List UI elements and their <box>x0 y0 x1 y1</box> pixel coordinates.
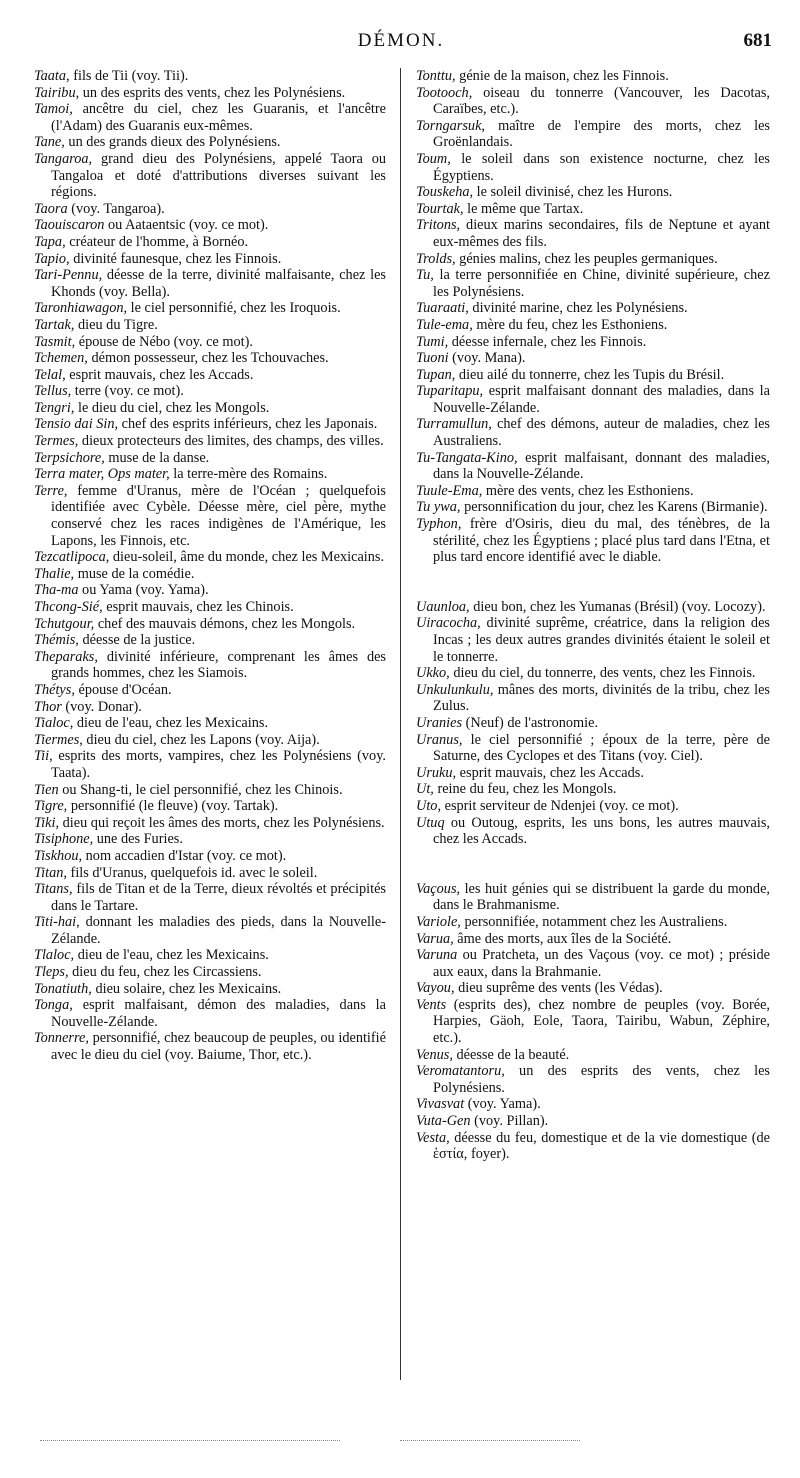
dictionary-entry <box>34 267 386 300</box>
dictionary-entry <box>34 997 386 1030</box>
dictionary-entry <box>34 433 386 450</box>
entry-term: Tii, <box>34 748 53 765</box>
entry-definition: un des esprits des vents, chez les Polynésiens. <box>433 1063 770 1096</box>
entry-definition: divinité faunesque, chez les Finnois. <box>69 250 282 267</box>
entry-definition: dieu du ciel, chez les Lapons (voy. Aija). <box>82 731 320 748</box>
entry-term: Tapa, <box>34 233 66 250</box>
dictionary-entry <box>34 217 386 234</box>
entry-definition: créateur de l'homme, à Bornéo. <box>65 233 249 250</box>
dictionary-entry <box>416 184 770 201</box>
entry-term: Tiki, <box>34 814 60 831</box>
entry-definition: donnant les maladies des pieds, dans la Nouvelle-Zélande. <box>51 914 386 947</box>
entry-term: Tupan, <box>416 366 456 383</box>
entry-term: Vayou, <box>416 980 455 997</box>
dictionary-entry <box>34 815 386 832</box>
dictionary-entry <box>416 334 770 351</box>
entry-definition: esprit mauvais, chez les Accads. <box>456 764 644 781</box>
dictionary-entry <box>416 682 770 715</box>
dictionary-entry <box>34 101 386 134</box>
entry-definition: la terre personnifiée en Chine, divinité supérieure, chez les Polynésiens. <box>433 267 770 300</box>
dictionary-entry <box>416 201 770 218</box>
entry-term: Telal, <box>34 366 66 383</box>
entry-definition: une des Furies. <box>93 831 183 848</box>
dictionary-entry <box>34 367 386 384</box>
entry-term: Vivasvat <box>416 1096 465 1113</box>
entry-term: Toum, <box>416 150 451 167</box>
section-v <box>416 881 770 1163</box>
entry-definition: frère d'Osiris, dieu du mal, des ténèbres, de la stérilité, chez les Égyptiens ; placé plus tard dans l'Etna, et plus tard encore identifié avec le diable. <box>433 516 770 566</box>
entry-definition: un des esprits des vents, chez les Polynésiens. <box>79 84 346 101</box>
entry-term: Tane, <box>34 134 65 151</box>
entry-term: Touskeha, <box>416 184 474 201</box>
dictionary-entry <box>34 699 386 716</box>
running-title: DÉMON. <box>357 30 445 51</box>
entry-definition: dieu solaire, chez les Mexicains. <box>91 980 282 997</box>
dictionary-entry <box>34 682 386 699</box>
dictionary-entry <box>34 317 386 334</box>
dictionary-entry <box>416 980 770 997</box>
dictionary-entry <box>34 616 386 633</box>
dictionary-entry <box>34 334 386 351</box>
entry-definition: esprit malfaisant, démon des maladies, dans la Nouvelle-Zélande. <box>51 997 386 1030</box>
entry-definition: fils de Tii (voy. Tii). <box>69 68 189 84</box>
entry-definition: le soleil divinisé, chez les Hurons. <box>473 184 673 201</box>
dictionary-entry <box>416 1130 770 1163</box>
entry-term: Varuna <box>416 947 458 964</box>
dictionary-entry <box>416 383 770 416</box>
entry-definition: le soleil dans son existence nocturne, chez les Égyptiens. <box>433 150 770 184</box>
footer-rule-left <box>40 1440 340 1442</box>
dictionary-entry <box>34 964 386 981</box>
entry-definition: maître de l'empire des morts, chez les Groënlandais. <box>433 117 770 151</box>
dictionary-entry <box>34 632 386 649</box>
entry-definition: âme des morts, aux îles de la Société. <box>453 930 672 947</box>
dictionary-entry <box>416 781 770 798</box>
entry-definition: mânes des morts, divinités de la tribu, chez les Zulus. <box>433 681 770 715</box>
entry-definition: le dieu du ciel, chez les Mongols. <box>74 399 270 416</box>
entry-term: Terra mater, Ops mater, <box>34 466 170 483</box>
entry-term: Vents <box>416 996 447 1013</box>
entry-term: Tuule-Ema, <box>416 482 483 499</box>
entry-definition: fils de Titan et de la Terre, dieux révoltés et précipités dans le Tartare. <box>51 881 386 914</box>
dictionary-entry <box>34 782 386 799</box>
entry-term: Variole, <box>416 913 461 930</box>
dictionary-entry <box>34 566 386 583</box>
entry-definition: (Neuf) de l'astronomie. <box>462 714 599 731</box>
entry-definition: le ciel personnifié, chez les Iroquois. <box>127 300 341 317</box>
section-gap <box>416 848 770 881</box>
entry-definition: dieu du Tigre. <box>74 316 158 333</box>
entry-definition: le ciel personnifié ; époux de la terre, père de Saturne, des Cyclopes et des Titans (voy. Ciel). <box>433 731 770 765</box>
page-header <box>30 30 772 54</box>
dictionary-entry <box>34 732 386 749</box>
entry-definition: déesse infernale, chez les Finnois. <box>448 333 647 350</box>
entry-term: Tha-ma <box>34 582 79 599</box>
entry-definition: oiseau du tonnerre (Vancouver, les Dacotas, Caraïbes, etc.). <box>433 84 770 118</box>
entry-term: Thalie, <box>34 565 75 582</box>
entry-definition: dieu de l'eau, chez les Mexicains. <box>73 715 269 732</box>
dictionary-entry <box>34 151 386 201</box>
dictionary-entry <box>416 1063 770 1096</box>
entry-term: Tumi, <box>416 333 449 350</box>
right-column <box>416 68 770 1163</box>
entry-term: Tellus, <box>34 383 72 400</box>
dictionary-entry <box>34 134 386 151</box>
dictionary-entry <box>416 1113 770 1130</box>
entry-term: Tonnerre, <box>34 1030 89 1047</box>
dictionary-entry <box>416 450 770 483</box>
entry-term: Vesta, <box>416 1129 450 1146</box>
dictionary-entry <box>34 201 386 218</box>
dictionary-entry <box>416 1047 770 1064</box>
entry-term: Tonatiuth, <box>34 980 92 997</box>
entry-term: Tleps, <box>34 964 69 981</box>
entry-term: Tuparitapu, <box>416 383 484 400</box>
entry-term: Ut, <box>416 781 434 798</box>
entry-term: Uaunloa, <box>416 598 470 615</box>
left-column <box>34 68 386 1064</box>
entry-definition: (voy. Tangaroa). <box>67 200 165 217</box>
entry-definition: dieu bon, chez les Yumanas (Brésil) (voy. Locozy). <box>469 598 766 615</box>
entry-term: Tchemen, <box>34 350 88 367</box>
entry-term: Tiskhou, <box>34 847 83 864</box>
dictionary-entry <box>416 881 770 914</box>
dictionary-entry <box>416 732 770 765</box>
dictionary-entry <box>34 649 386 682</box>
dictionary-entry <box>416 416 770 449</box>
dictionary-entry <box>34 416 386 433</box>
entry-term: Terre, <box>34 482 68 499</box>
dictionary-entry <box>34 549 386 566</box>
entry-definition: déesse de la terre, divinité malfaisante, chez les Khonds (voy. Bella). <box>51 267 386 300</box>
entry-term: Theparaks, <box>34 648 98 665</box>
entry-term: Titans, <box>34 881 73 898</box>
dictionary-entry <box>34 85 386 102</box>
entry-definition: (voy. Mana). <box>448 350 526 367</box>
entry-definition: grand dieu des Polynésiens, appelé Taora ou Tangaloa et doté d'attributions diverses suivant les régions. <box>51 150 386 201</box>
entry-term: Uiracocha, <box>416 615 481 632</box>
entry-definition: ou Outoug, esprits, les uns bons, les autres mauvais, chez les Accads. <box>433 814 770 848</box>
footer-rule-right <box>400 1440 580 1442</box>
entry-definition: personnification du jour, chez les Karens (Birmanie). <box>460 499 768 516</box>
entry-definition: ou Aataentsic (voy. ce mot). <box>104 217 269 234</box>
dictionary-entry <box>416 151 770 184</box>
entry-term: Tengri, <box>34 399 75 416</box>
entry-term: Vuta-Gen <box>416 1113 471 1130</box>
entry-definition: esprit mauvais, chez les Chinois. <box>102 599 294 615</box>
section-t <box>416 68 770 566</box>
section-gap <box>416 566 770 599</box>
entry-definition: (voy. Pillan). <box>470 1113 549 1130</box>
entry-term: Tootooch, <box>416 84 473 101</box>
dictionary-entry <box>34 1030 386 1063</box>
entry-term: Tuaraati, <box>416 300 469 317</box>
entry-definition: divinité inférieure, comprenant les âmes des grands hommes, chez les Siamois. <box>51 648 386 682</box>
dictionary-entry <box>34 483 386 549</box>
entry-term: Venus, <box>416 1046 453 1063</box>
entry-definition: femme d'Uranus, mère de l'Océan ; quelquefois identifiée avec Cybèle. Déesse mère, ciel père, mythe conservé chez les races indigènes de l'Amérique, les Lapons, les Finnois, etc. <box>51 482 386 549</box>
entry-term: Tisiphone, <box>34 831 94 848</box>
dictionary-entry <box>416 85 770 118</box>
dictionary-entry <box>34 68 386 85</box>
entry-definition: génies malins, chez les peuples germaniques. <box>455 250 718 267</box>
entry-term: Tartak, <box>34 316 75 333</box>
entry-term: Tonttu, <box>416 68 456 84</box>
entry-term: Thémis, <box>34 632 79 649</box>
entry-term: Tlaloc, <box>34 947 75 964</box>
dictionary-entry <box>416 815 770 848</box>
entry-term: Tuoni <box>416 350 449 367</box>
dictionary-entry <box>416 251 770 268</box>
dictionary-entry <box>34 914 386 947</box>
entry-term: Tangaroa, <box>34 150 93 167</box>
dictionary-entry <box>34 881 386 914</box>
entry-term: Taata, <box>34 68 70 84</box>
entry-term: Tigre, <box>34 798 68 815</box>
entry-definition: (voy. Donar). <box>61 698 142 715</box>
entry-definition: un des grands dieux des Polynésiens. <box>64 134 281 151</box>
entry-definition: divinité suprême, créatrice, dans la religion des Incas ; les deux autres grandes divinités étaient le soleil et le tonnerre. <box>433 615 770 665</box>
dictionary-entry <box>34 400 386 417</box>
entry-term: Thétys, <box>34 681 75 698</box>
dictionary-entry <box>416 483 770 500</box>
entry-definition: (esprits des), chez nombre de peuples (voy. Borée, Harpies, Gäoh, Eole, Taora, Tairibu, Wabun, Zéphire, etc.). <box>433 996 770 1047</box>
entry-definition: dieu du ciel, du tonnerre, des vents, chez les Finnois. <box>449 665 756 682</box>
entry-term: Unkulunkulu, <box>416 681 494 698</box>
entry-definition: déesse de la justice. <box>78 632 196 649</box>
entry-term: Titi-hai, <box>34 914 80 931</box>
entry-term: Tien <box>34 781 59 798</box>
entry-definition: divinité marine, chez les Polynésiens. <box>468 300 688 317</box>
dictionary-entry <box>416 267 770 300</box>
dictionary-entry <box>416 300 770 317</box>
entry-definition: muse de la danse. <box>104 449 210 466</box>
dictionary-entry <box>416 217 770 250</box>
entry-definition: esprit malfaisant donnant des maladies, dans la Nouvelle-Zélande. <box>433 383 770 416</box>
dictionary-entry <box>34 350 386 367</box>
entry-term: Tourtak, <box>416 200 464 217</box>
entry-definition: épouse de Nébo (voy. ce mot). <box>75 333 253 350</box>
entry-term: Uranies <box>416 714 463 731</box>
column-divider <box>400 68 401 1380</box>
dictionary-entry <box>34 234 386 251</box>
entry-term: Thor <box>34 698 62 715</box>
entry-term: Termes, <box>34 433 79 450</box>
dictionary-entry <box>416 947 770 980</box>
dictionary-entry <box>416 914 770 931</box>
entry-term: Tonga, <box>34 997 73 1014</box>
dictionary-entry <box>34 383 386 400</box>
dictionary-entry <box>416 798 770 815</box>
entry-term: Tu ywa, <box>416 499 461 516</box>
entry-term: Taouiscaron <box>34 217 105 234</box>
dictionary-entry <box>416 599 770 616</box>
dictionary-entry <box>34 715 386 732</box>
dictionary-entry <box>416 367 770 384</box>
entry-definition: (voy. Yama). <box>464 1096 541 1113</box>
dictionary-entry <box>34 450 386 467</box>
entry-term: Terpsichore, <box>34 449 105 466</box>
entry-definition: chef des démons, auteur de maladies, chez les Australiens. <box>433 416 770 450</box>
entry-term: Varua, <box>416 930 454 947</box>
dictionary-entry <box>34 981 386 998</box>
entry-term: Vaçous, <box>416 880 461 897</box>
section-u <box>416 599 770 848</box>
entry-definition: déesse du feu, domestique et de la vie domestique (de ἑστία, foyer). <box>433 1129 770 1163</box>
entry-term: Thcong-Sié, <box>34 599 103 615</box>
dictionary-entry <box>416 499 770 516</box>
entry-definition: terre (voy. ce mot). <box>71 383 184 400</box>
entry-term: Tezcatlipoca, <box>34 549 110 566</box>
entry-definition: ou Pratcheta, un des Vaçous (voy. ce mot) ; préside aux eaux, dans la Brahmanie. <box>433 947 770 980</box>
entry-term: Uto, <box>416 797 442 814</box>
dictionary-entry <box>34 947 386 964</box>
entry-term: Taronhiawagon, <box>34 300 128 317</box>
entry-term: Typhon, <box>416 516 462 533</box>
entry-definition: dieu de l'eau, chez les Mexicains. <box>74 947 269 964</box>
entry-definition: fils d'Uranus, quelquefois id. avec le soleil. <box>66 864 318 881</box>
entry-definition: dieu-soleil, âme du monde, chez les Mexicains. <box>109 549 385 566</box>
entry-term: Turramullun, <box>416 416 492 433</box>
entry-definition: ou Shang-ti, le ciel personnifié, chez les Chinois. <box>58 781 343 798</box>
entry-definition: mère des vents, chez les Esthoniens. <box>482 482 694 499</box>
dictionary-entry <box>416 765 770 782</box>
entry-term: Tensio dai Sin, <box>34 416 119 433</box>
dictionary-entry <box>416 665 770 682</box>
entry-term: Utuq <box>416 814 445 831</box>
entry-definition: muse de la comédie. <box>74 565 195 582</box>
dictionary-entry <box>34 748 386 781</box>
dictionary-entry <box>34 848 386 865</box>
dictionary-entry <box>34 582 386 599</box>
entry-definition: déesse de la beauté. <box>452 1046 570 1063</box>
dictionary-entry <box>416 931 770 948</box>
entry-term: Tairibu, <box>34 84 80 101</box>
dictionary-entry <box>416 715 770 732</box>
dictionary-entry <box>416 68 770 85</box>
entry-term: Tapio, <box>34 250 70 267</box>
entry-term: Trolds, <box>416 250 456 267</box>
dictionary-entry <box>416 118 770 151</box>
dictionary-entry <box>416 1096 770 1113</box>
dictionary-entry <box>416 615 770 665</box>
entry-definition: reine du feu, chez les Mongols. <box>433 781 617 798</box>
entry-definition: chef des mauvais démons, chez les Mongols. <box>94 615 356 632</box>
entry-definition: personnifié (le fleuve) (voy. Tartak). <box>67 798 279 815</box>
page-number: 681 <box>743 30 772 51</box>
entry-definition: mère du feu, chez les Esthoniens. <box>472 316 668 333</box>
entry-definition: épouse d'Océan. <box>74 681 172 698</box>
entry-term: Torngarsuk, <box>416 117 485 134</box>
entry-definition: dieux protecteurs des limites, des champs, des villes. <box>78 433 384 450</box>
entry-term: Tari-Pennu, <box>34 267 103 284</box>
entry-term: Tu-Tangata-Kino, <box>416 449 518 466</box>
entry-term: Tritons, <box>416 217 461 234</box>
dictionary-entry <box>34 251 386 268</box>
entry-term: Ukko, <box>416 665 450 682</box>
entry-term: Tu, <box>416 267 434 284</box>
entry-term: Tchutgour, <box>34 615 95 632</box>
entry-definition: personnifiée, notamment chez les Australiens. <box>460 913 728 930</box>
dictionary-entry <box>34 831 386 848</box>
entry-definition: le même que Tartax. <box>463 200 584 217</box>
dictionary-entry <box>416 317 770 334</box>
entry-definition: dieu qui reçoit les âmes des morts, chez les Polynésiens. <box>59 814 385 831</box>
entry-term: Titan, <box>34 864 67 881</box>
entry-term: Taora <box>34 200 68 217</box>
entry-definition: ancêtre du ciel, chez les Guaranis, et l'ancêtre (l'Adam) des Guaranis eux-mêmes. <box>51 101 386 134</box>
entry-definition: dieu suprême des vents (les Védas). <box>454 980 663 997</box>
entry-definition: esprit serviteur de Ndenjei (voy. ce mot). <box>441 797 679 814</box>
entry-definition: chef des esprits inférieurs, chez les Japonais. <box>118 416 378 433</box>
dictionary-entry <box>34 300 386 317</box>
entry-term: Tasmit, <box>34 333 76 350</box>
entry-term: Tialoc, <box>34 715 74 732</box>
entry-term: Tamoi, <box>34 101 73 118</box>
entry-definition: dieu ailé du tonnerre, chez les Tupis du Brésil. <box>455 366 725 383</box>
entry-definition: esprit malfaisant, donnant des maladies, dans la Nouvelle-Zélande. <box>433 449 770 483</box>
dictionary-entry <box>416 516 770 566</box>
entry-definition: les huit génies qui se distribuent la garde du monde, dans le Brahmanisme. <box>433 880 770 914</box>
entry-term: Tule-ema, <box>416 316 473 333</box>
entry-term: Uranus, <box>416 731 463 748</box>
entry-definition: esprit mauvais, chez les Accads. <box>65 366 254 383</box>
dictionary-entry <box>416 350 770 367</box>
entry-definition: nom accadien d'Istar (voy. ce mot). <box>82 847 287 864</box>
dictionary-entry <box>34 599 386 616</box>
entry-definition: génie de la maison, chez les Finnois. <box>455 68 669 84</box>
entry-definition: dieu du feu, chez les Circassiens. <box>68 964 262 981</box>
entry-definition: la terre-mère des Romains. <box>169 466 328 483</box>
dictionary-entry <box>34 798 386 815</box>
entry-term: Tiermes, <box>34 731 83 748</box>
entry-definition: ou Yama (voy. Yama). <box>78 582 209 599</box>
entry-definition: dieux marins secondaires, fils de Neptune et ayant eux-mêmes des fils. <box>433 217 770 250</box>
entry-definition: démon possesseur, chez les Tchouvaches. <box>87 350 329 367</box>
entry-term: Veromatantoru, <box>416 1063 505 1080</box>
dictionary-entry <box>416 997 770 1047</box>
dictionary-entry <box>34 466 386 483</box>
entry-definition: esprits des morts, vampires, chez les Polynésiens (voy. Taata). <box>51 748 386 781</box>
dictionary-entry <box>34 865 386 882</box>
entry-term: Uruku, <box>416 764 457 781</box>
entry-definition: personnifié, chez beaucoup de peuples, ou identifié avec le dieu du ciel (voy. Baiume, Thor, etc.). <box>51 1030 386 1064</box>
